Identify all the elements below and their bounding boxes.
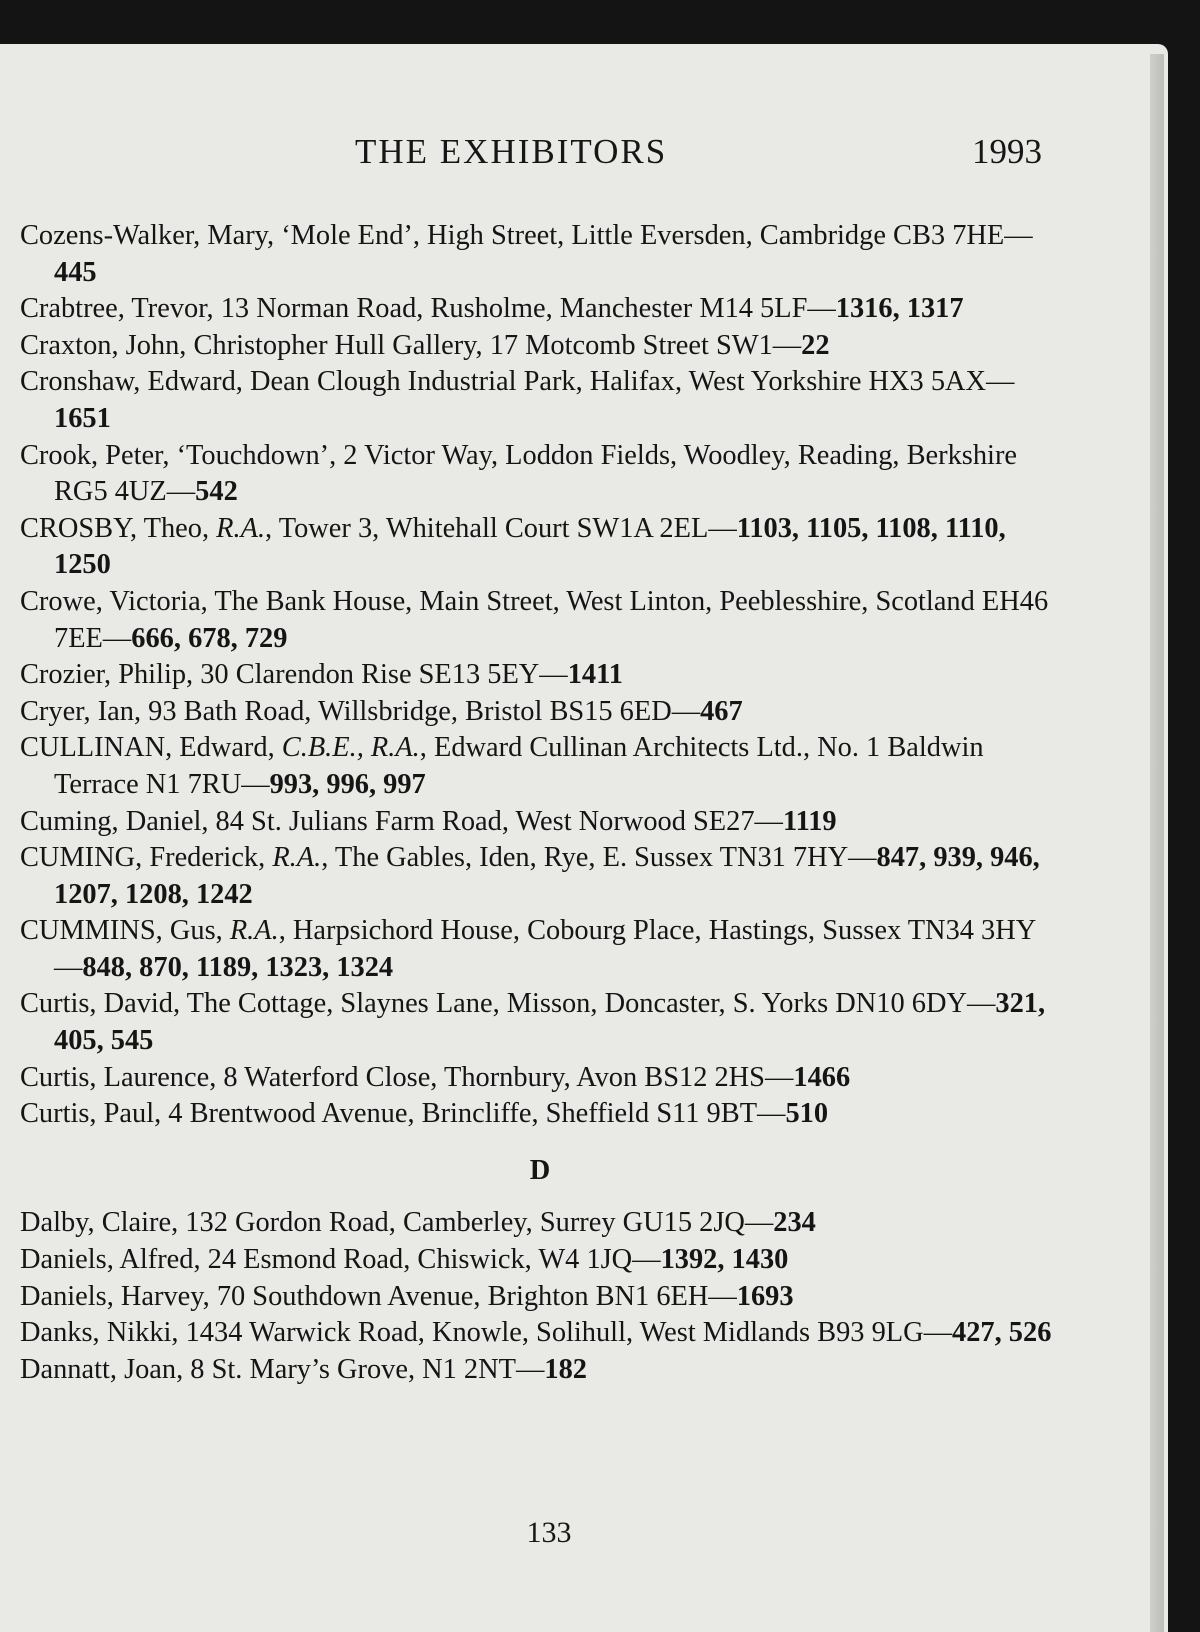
exhibitor-entry: CULLINAN, Edward, C.B.E., R.A., Edward Cullinan Architects Ltd., No. 1 Baldwin Terrace N1 7RU—993, 996, 997	[20, 732, 984, 800]
exhibitor-entry: Curtis, Paul, 4 Brentwood Avenue, Brincliffe, Sheffield S11 9BT—510	[20, 1098, 829, 1130]
catalogue-numbers: 847, 939, 946, 1207, 1208, 1242	[54, 842, 1040, 910]
exhibitor-entry: Crook, Peter, ‘Touchdown’, 2 Victor Way, Loddon Fields, Woodley, Reading, Berkshire RG5 4UZ—542	[20, 439, 1017, 508]
catalogue-numbers: 542	[195, 476, 238, 508]
exhibitor-entry: Dannatt, Joan, 8 St. Mary’s Grove, N1 2NT—182	[20, 1353, 587, 1385]
catalogue-numbers: 234	[773, 1207, 816, 1239]
catalogue-numbers: 666, 678, 729	[131, 622, 288, 654]
exhibitor-entry: Curtis, Laurence, 8 Waterford Close, Thornbury, Avon BS12 2HS—1466	[20, 1061, 851, 1093]
catalogue-numbers: 321, 405, 545	[54, 988, 1046, 1057]
exhibitor-entry: Dalby, Claire, 132 Gordon Road, Camberley, Surrey GU15 2JQ—234	[20, 1207, 816, 1239]
header-year: 1993	[972, 132, 1042, 171]
honours: R.A.	[216, 512, 266, 544]
catalogue-numbers: 1316, 1317	[835, 293, 964, 325]
exhibitor-entry: Crowe, Victoria, The Bank House, Main Street, West Linton, Peeblesshire, Scotland EH46 7EE—666, 678, 729	[20, 585, 1049, 654]
honours: C.B.E., R.A.	[281, 732, 420, 764]
header-title: THE EXHIBITORS	[355, 132, 668, 171]
exhibitor-entry: Daniels, Alfred, 24 Esmond Road, Chiswick, W4 1JQ—1392, 1430	[20, 1244, 789, 1276]
exhibitor-entry: CUMMINS, Gus, R.A., Harpsichord House, Cobourg Place, Hastings, Sussex TN34 3HY—848, 870, 1189, 1323, 1324	[20, 915, 1037, 983]
catalogue-numbers: 993, 996, 997	[269, 768, 426, 800]
exhibitor-entry: Cryer, Ian, 93 Bath Road, Willsbridge, Bristol BS15 6ED—467	[20, 695, 743, 727]
exhibitor-entry: Cuming, Daniel, 84 St. Julians Farm Road, West Norwood SE27—1119	[20, 805, 837, 837]
exhibitor-entry: CUMING, Frederick, R.A., The Gables, Iden, Rye, E. Sussex TN31 7HY—847, 939, 946, 1207, 1208, 1242	[20, 842, 1040, 910]
exhibitor-entry: Curtis, David, The Cottage, Slaynes Lane, Misson, Doncaster, S. Yorks DN10 6DY—321, 405, 545	[20, 988, 1046, 1057]
catalogue-numbers: 1392, 1430	[660, 1244, 789, 1276]
exhibitor-entry: Crabtree, Trevor, 13 Norman Road, Rusholme, Manchester M14 5LF—1316, 1317	[20, 293, 964, 325]
catalogue-numbers: 1119	[782, 805, 837, 837]
honours: R.A.	[272, 842, 322, 874]
catalogue-numbers: 1693	[736, 1280, 794, 1312]
catalogue-numbers: 1411	[567, 659, 623, 691]
honours: R.A.	[229, 915, 279, 947]
catalogue-numbers: 467	[700, 695, 743, 727]
running-header	[0, 132, 1168, 172]
exhibitor-entry: Craxton, John, Christopher Hull Gallery, 17 Motcomb Street SW1—22	[20, 329, 830, 361]
page-edge	[1150, 54, 1164, 1632]
catalogue-numbers: 22	[801, 329, 830, 361]
exhibitor-entry: Daniels, Harvey, 70 Southdown Avenue, Brighton BN1 6EH—1693	[20, 1280, 794, 1312]
catalogue-numbers: 848, 870, 1189, 1323, 1324	[82, 951, 394, 983]
exhibitor-entry: Cronshaw, Edward, Dean Clough Industrial Park, Halifax, West Yorkshire HX3 5AX—1651	[20, 366, 1015, 434]
page-number: 133	[526, 1516, 572, 1549]
catalogue-numbers: 510	[785, 1098, 829, 1130]
catalogue-numbers: 1466	[793, 1061, 851, 1093]
catalogue-numbers: 182	[544, 1353, 587, 1385]
exhibitor-entry: Crozier, Philip, 30 Clarendon Rise SE13 5EY—1411	[20, 659, 623, 691]
catalogue-numbers: 445	[54, 256, 97, 288]
exhibitor-entry: CROSBY, Theo, R.A., Tower 3, Whitehall Court SW1A 2EL—1103, 1105, 1108, 1110, 1250	[20, 512, 1006, 581]
section-letter: D	[529, 1154, 551, 1186]
exhibitor-entry: Cozens-Walker, Mary, ‘Mole End’, High Street, Little Eversden, Cambridge CB3 7HE—445	[20, 220, 1033, 288]
exhibitor-entry: Danks, Nikki, 1434 Warwick Road, Knowle, Solihull, West Midlands B93 9LG—427, 526	[20, 1317, 1052, 1349]
catalogue-numbers: 1103, 1105, 1108, 1110, 1250	[54, 512, 1006, 581]
catalogue-numbers: 1651	[54, 402, 111, 434]
exhibitor-list	[20, 218, 1060, 1388]
catalogue-numbers: 427, 526	[952, 1317, 1052, 1349]
